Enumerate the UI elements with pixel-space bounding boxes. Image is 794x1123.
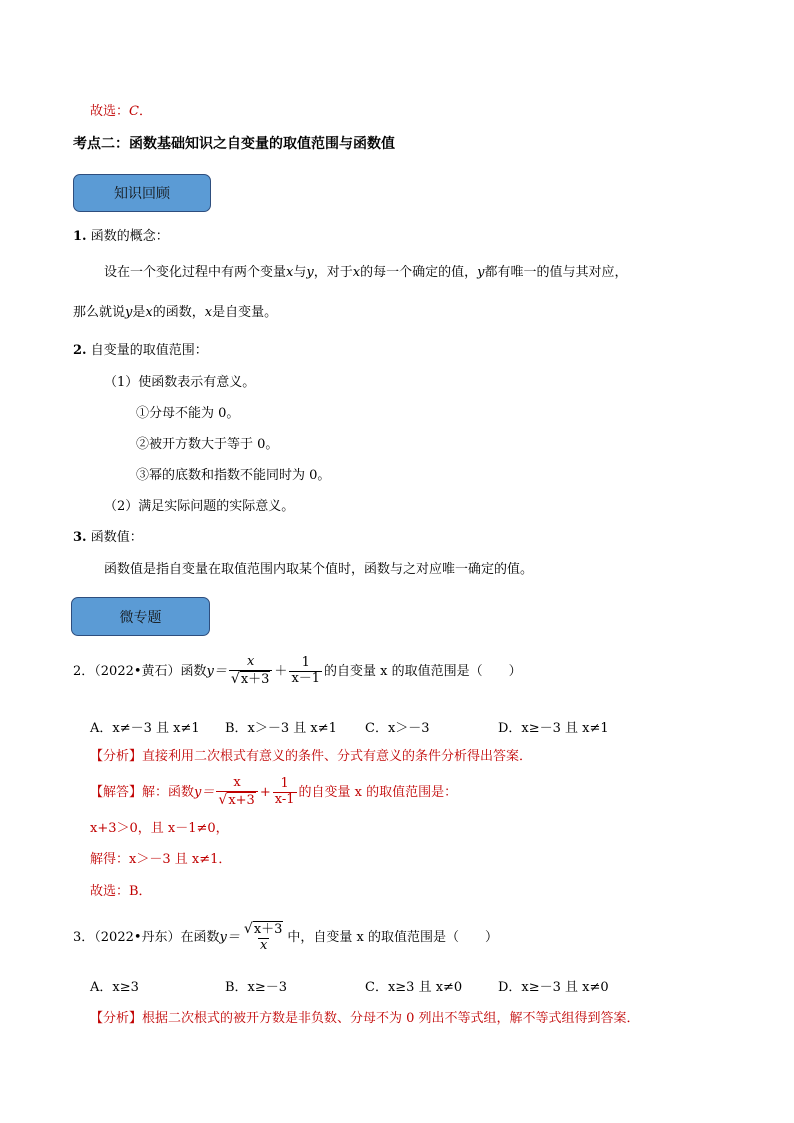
k2-heading: 2. 自变量的取值范围： (73, 343, 208, 358)
prev-answer: 故选：C． (90, 104, 152, 119)
review-box: 知识回顾 (73, 174, 211, 212)
q3-option-d: D．x≥－3 且 x≠0 (498, 980, 609, 995)
q2-answer-fraction-1: $\frac{x}{√x+3}$ (216, 776, 257, 809)
q3-option-c: C．x≥3 且 x≠0 (365, 980, 463, 995)
q2-choice: 故选：B． (90, 884, 152, 899)
micro-topic-box: 微专题 (71, 597, 210, 636)
q2-solve: 解得：x＞－3 且 x≠1． (90, 852, 232, 867)
q2-option-b: B．x＞－3 且 x≠1 (225, 721, 337, 736)
q3-fraction: $\frac{√x+3}{x}$ (243, 921, 283, 953)
q2-option-d: D．x≥－3 且 x≠1 (498, 721, 609, 736)
k1-line2: 那么就说y是x的函数，x是自变量。 (73, 305, 278, 320)
q2-fraction-1: $\frac{x}{√x+3}$ (229, 655, 273, 688)
k2-sub1: （1）使函数表示有意义。 (104, 375, 256, 390)
q2-answer: 【解答】 解：函数 y＝ $\frac{x}{√x+3}$ + $\frac{1}{x-1}$ 的自变量 x 的取值范围是： (90, 775, 458, 808)
k2-sub2: （2）满足实际问题的实际意义。 (104, 499, 295, 514)
q2-stem: 2．（2022•黄石）函数 y＝ $\frac{x}{√x+3}$ ＋ $\frac{1}{x-1}$ 的自变量 x 的取值范围是（ ） (73, 654, 522, 687)
section-title: 考点二：函数基础知识之自变量的取值范围与函数值 (73, 136, 395, 152)
k2-c3: ③幂的底数和指数不能同时为 0。 (136, 468, 331, 483)
k1-heading: 1. 函数的概念： (73, 229, 169, 244)
k2-c2: ②被开方数大于等于 0。 (136, 437, 279, 452)
q2-answer-fraction-2: $\frac{1}{x-1}$ (274, 776, 295, 807)
q2-option-a: A．x≠－3 且 x≠1 (90, 721, 200, 736)
q2-option-c: C．x＞－3 (365, 721, 430, 736)
q3-stem: 3．（2022•丹东）在函数 y＝ $\frac{√x+3}{x}$ 中，自变量 x 的取值范围是（ ） (73, 921, 499, 953)
k3-heading: 3. 函数值： (73, 530, 143, 545)
k1-line1: 设在一个变化过程中有两个变量x与y，对于x的每一个确定的值，y都有唯一的值与其对应， (104, 265, 628, 280)
q3-analysis: 【分析】根据二次根式的被开方数是非负数、分母不为 0 列出不等式组，解不等式组得到答案． (90, 1011, 640, 1026)
q3-option-b: B．x≥－3 (225, 980, 288, 995)
k3-body: 函数值是指自变量在取值范围内取某个值时，函数与之对应唯一确定的值。 (104, 562, 534, 577)
q2-fraction-2: $\frac{1}{x-1}$ (291, 655, 321, 686)
q3-option-a: A．x≥3 (90, 980, 139, 995)
q2-condition: x+3＞0，且 x－1≠0， (90, 821, 229, 836)
q2-analysis: 【分析】直接利用二次根式有意义的条件、分式有意义的条件分析得出答案． (90, 749, 533, 764)
k2-c1: ①分母不能为 0。 (136, 406, 240, 421)
